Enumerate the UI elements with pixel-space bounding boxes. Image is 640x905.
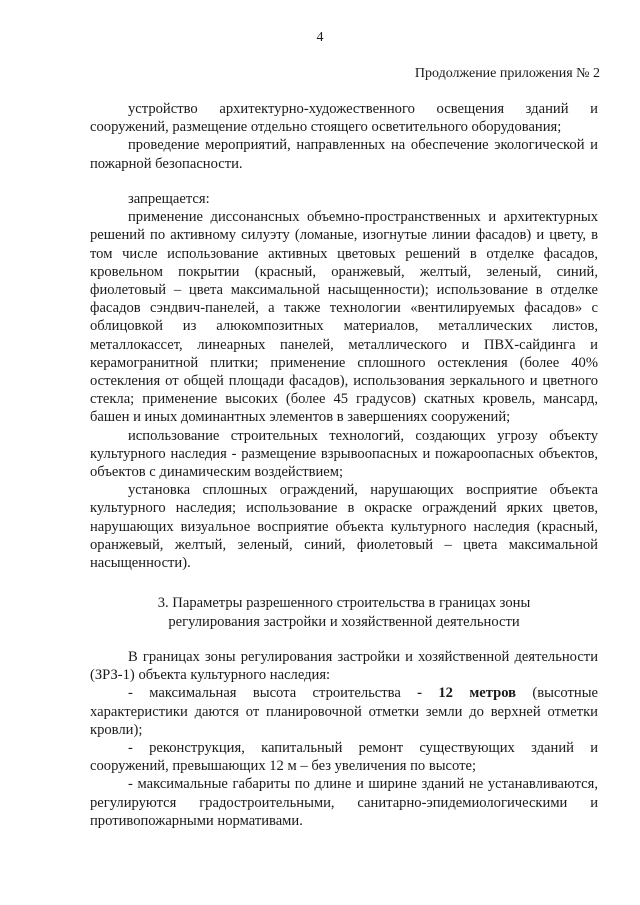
section-heading-line2: регулирования застройки и хозяйственной деятельности [168,614,520,630]
section-heading-line1: 3. Параметры разрешенного строительства в границах зоны [157,595,531,611]
appendix-continuation-label: Продолжение приложения № 2 [414,66,600,81]
paragraph-fences: установка сплошных ограждений, нарушающих восприятие объекта культурного наследия; использование в окраске ограждений ярких цветов, нарушающих визуальное восприятие объекта культурного наследия (красный, оранжевый, желтый, зеленый, синий, фиолетовый – цвета максимальной насыщенности). [90,482,598,572]
bullet-max-height-note: (высотные характеристики даются от планировочной отметки земли до верхней отметки кровли); [90,685,598,738]
bullet-max-height-text: - максимальная высота строительства [128,685,418,702]
prohibited-label: запрещается: [128,191,210,207]
section-intro: В границах зоны регулирования застройки и хозяйственной деятельности (ЗРЗ-1) объекта культурного наследия: [90,649,598,684]
page-number: 4 [316,30,324,45]
section-heading [90,594,598,632]
bullet-max-height [90,684,598,739]
text-block-parameters [90,648,598,830]
paragraph-dissonant-solutions: применение диссонансных объемно-пространственных и архитектурных решений по активному силуэту (ломаные, изогнутые линии фасадов) и цвету, в том числе использование активных цветовых решений в отделке фасадов, кровельном покрытии (красный, оранжевый, желтый, зеленый, синий, фиолетовый – цвета максимальной насыщенности); использование в отделке фасадов сэндвич-панелей, а также технологии «вентилируемых фасадов» с облицовкой из алюкомпозитных материалов, металлических листов, металлокассет, линеарных панелей, металлического и ПВХ-сайдинга и керамогранитной плитки; применение сплошного остекления (более 40% остекления от общей площади фасадов), использования зеркального и цветного стекла; применение высоких (более 45 градусов) скатных кровель, мансард, башен и иных доминантных элементов в завершениях сооружений; [90,209,598,426]
bullet-dimensions: - максимальные габариты по длине и ширине зданий не устанавливаются, регулируются градостроительными, санитарно-эпидемиологическими и противопожарными нормативами. [90,776,598,829]
bullet-reconstruction: - реконструкция, капитальный ремонт существующих зданий и сооружений, превышающих 12 м – без увеличения по высоте; [90,740,598,775]
paragraph-lighting: устройство архитектурно-художественного освещения зданий и сооружений, размещение отдельно стоящего осветительного оборудования; [90,101,598,136]
text-block-prohibited [90,190,598,572]
paragraph-safety: проведение мероприятий, направленных на обеспечение экологической и пожарной безопасности. [90,137,598,172]
paragraph-construction-technologies: использование строительных технологий, создающих угрозу объекту культурного наследия - размещение взрывоопасных и пожароопасных объектов, объектов с динамическим воздействием; [90,427,598,481]
bullet-max-height-value: - 12 метров [417,685,517,702]
text-block-permitted [90,100,598,173]
